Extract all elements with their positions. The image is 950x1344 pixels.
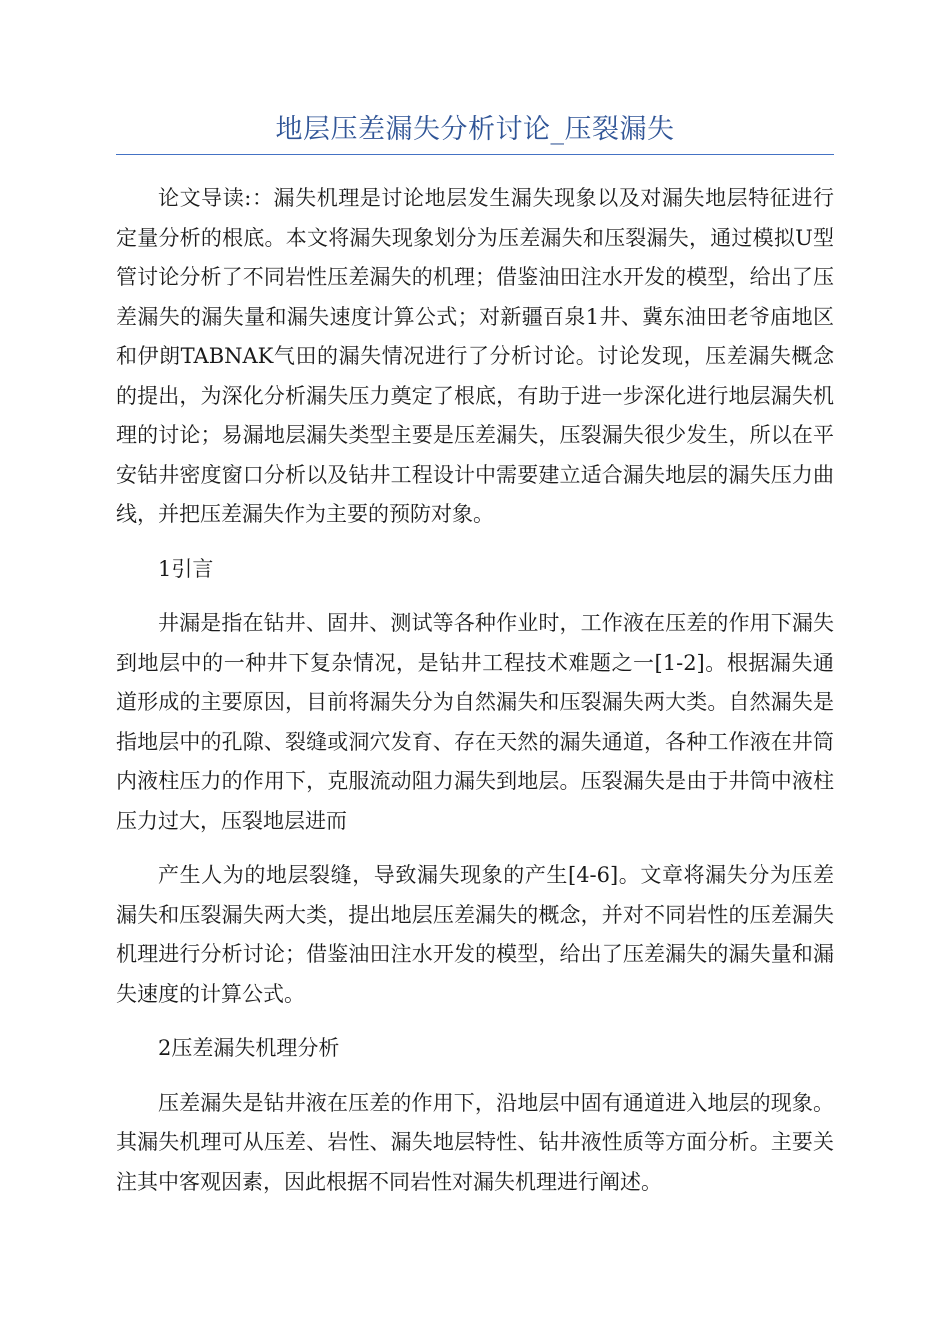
document-body — [116, 179, 834, 1202]
body-paragraph: 井漏是指在钻井、固井、测试等各种作业时，工作液在压差的作用下漏失到地层中的一种井下复杂情况，是钻井工程技术难题之一[1-2]。根据漏失通道形成的主要原因，目前将漏失分为自然漏失和压裂漏失两大类。自然漏失是指地层中的孔隙、裂缝或洞穴发育、存在天然的漏失通道，各种工作液在井筒内液柱压力的作用下，克服流动阻力漏失到地层。压裂漏失是由于井筒中液柱压力过大，压裂地层进而 — [116, 611, 834, 833]
body-paragraph: 压差漏失是钻井液在压差的作用下，沿地层中固有通道进入地层的现象。其漏失机理可从压差、岩性、漏失地层特性、钻井液性质等方面分析。主要关注其中客观因素，因此根据不同岩性对漏失机理进行阐述。 — [116, 1090, 834, 1194]
document-title: 地层压差漏失分析讨论_压裂漏失 — [275, 114, 675, 145]
abstract-paragraph: 论文导读:：漏失机理是讨论地层发生漏失现象以及对漏失地层特征进行定量分析的根底。本文将漏失现象划分为压差漏失和压裂漏失，通过模拟U型管讨论分析了不同岩性压差漏失的机理；借鉴油田注水开发的模型，给出了压差漏失的漏失量和漏失速度计算公式；对新疆百泉1井、冀东油田老爷庙地区和伊朗TABNAK气田的漏失情况进行了分析讨论。讨论发现，压差漏失概念的提出，为深化分析漏失压力奠定了根底，有助于进一步深化进行地层漏失机理的讨论；易漏地层漏失类型主要是压差漏失，压裂漏失很少发生，所以在平安钻井密度窗口分析以及钻井工程设计中需要建立适合漏失地层的漏失压力曲线，并把压差漏失作为主要的预防对象。 — [116, 186, 834, 526]
section-heading-mechanism: 2压差漏失机理分析 — [158, 1036, 340, 1060]
title-divider — [116, 154, 834, 155]
section-heading-introduction: 1引言 — [158, 556, 214, 581]
body-paragraph: 产生人为的地层裂缝，导致漏失现象的产生[4-6]。文章将漏失分为压差漏失和压裂漏失两大类，提出地层压差漏失的概念，并对不同岩性的压差漏失机理进行分析讨论；借鉴油田注水开发的模型，给出了压差漏失的漏失量和漏失速度的计算公式。 — [116, 863, 834, 1006]
